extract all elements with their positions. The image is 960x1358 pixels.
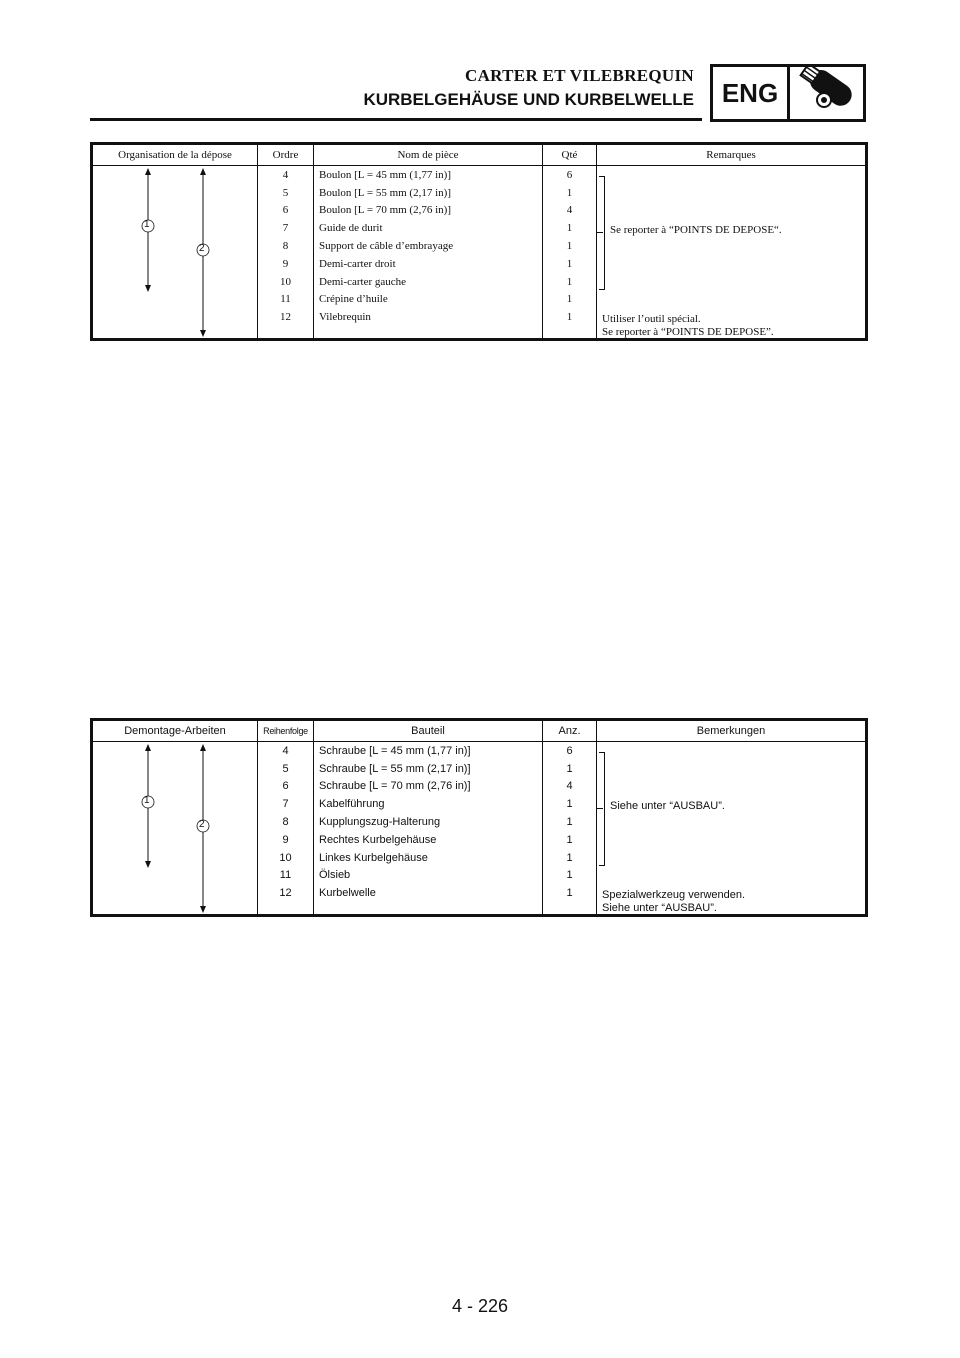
header-remarks: Remarques xyxy=(706,149,756,161)
qty-cell: 1 xyxy=(566,257,573,270)
order-cell: 6 xyxy=(282,204,289,217)
order-cell: 12 xyxy=(279,887,292,900)
part-cell: Linkes Kurbelgehäuse xyxy=(319,851,428,864)
order-column xyxy=(258,166,314,338)
part-cell: Crépine d’huile xyxy=(319,293,388,306)
disassembly-table-french xyxy=(90,142,868,341)
order-cell: 6 xyxy=(282,780,289,793)
part-cell: Boulon [L = 45 mm (1,77 in)] xyxy=(319,168,451,181)
order-cell: 5 xyxy=(282,762,289,775)
part-cell: Kabelführung xyxy=(319,798,385,811)
qty-cell: 6 xyxy=(566,168,573,181)
header-part: Bauteil xyxy=(314,721,543,741)
header-remarks: Bemerkungen xyxy=(696,725,766,737)
header-qty: Anz. xyxy=(543,721,597,741)
qty-cell: 1 xyxy=(566,851,573,864)
remarks-column xyxy=(597,166,865,338)
qty-cell: 1 xyxy=(566,816,573,829)
order-cell: 12 xyxy=(280,311,291,324)
table-header xyxy=(93,721,865,742)
order-column xyxy=(258,742,314,914)
qty-column xyxy=(543,166,597,338)
part-cell: Guide de durit xyxy=(319,222,383,235)
part-column xyxy=(314,166,543,338)
marker-2: 2 xyxy=(199,819,205,830)
part-cell: Kupplungszug-Halterung xyxy=(319,816,441,829)
qty-cell: 1 xyxy=(566,869,573,882)
order-cell: 10 xyxy=(280,275,291,288)
remark-last-line-1: Utiliser l’outil spécial. xyxy=(602,313,701,325)
remark-last-line-1: Spezialwerkzeug verwenden. xyxy=(602,889,746,901)
qty-cell: 1 xyxy=(566,762,573,775)
marker-2: 2 xyxy=(199,243,205,254)
part-cell: Boulon [L = 55 mm (2,17 in)] xyxy=(319,186,451,199)
qty-column xyxy=(543,742,597,914)
remark-group: Siehe unter “AUSBAU”. xyxy=(610,800,725,812)
part-cell: Vilebrequin xyxy=(319,311,371,324)
table-header xyxy=(93,145,865,166)
part-cell: Demi-carter droit xyxy=(319,257,396,270)
qty-cell: 1 xyxy=(566,186,573,199)
section-title-german: KURBELGEHÄUSE UND KURBELWELLE xyxy=(363,90,694,109)
header-organisation: Organisation de la dépose xyxy=(93,145,258,165)
order-cell: 8 xyxy=(282,816,289,829)
header-order: Reihenfolge xyxy=(258,721,314,741)
qty-cell: 1 xyxy=(566,833,573,846)
order-cell: 10 xyxy=(279,851,292,864)
engine-cylinder-icon xyxy=(790,67,863,119)
qty-cell: 1 xyxy=(566,222,573,235)
qty-cell: 1 xyxy=(566,798,573,811)
order-cell: 7 xyxy=(282,798,289,811)
part-column xyxy=(314,742,543,914)
part-cell: Schraube [L = 70 mm (2,76 in)] xyxy=(319,780,471,793)
part-cell: Schraube [L = 55 mm (2,17 in)] xyxy=(319,762,471,775)
part-cell: Support de câble d’embrayage xyxy=(319,240,454,253)
section-badge xyxy=(710,64,866,122)
part-cell: Demi-carter gauche xyxy=(319,275,407,288)
remarks-bracket xyxy=(599,752,605,866)
qty-cell: 1 xyxy=(566,293,573,306)
section-title-french: CARTER ET VILEBREQUIN xyxy=(465,66,694,85)
part-cell: Schraube [L = 45 mm (1,77 in)] xyxy=(319,744,471,757)
header-part-name: Nom de pièce xyxy=(314,145,543,165)
table-body xyxy=(93,166,865,338)
qty-cell: 6 xyxy=(566,744,573,757)
remarks-bracket-tick xyxy=(597,808,603,809)
qty-cell: 4 xyxy=(566,204,573,217)
disassembly-table-german xyxy=(90,718,868,917)
qty-cell: 1 xyxy=(566,240,573,253)
part-cell: Kurbelwelle xyxy=(319,887,376,900)
marker-1: 1 xyxy=(144,219,150,230)
header-rule xyxy=(90,118,702,121)
order-cell: 7 xyxy=(282,222,289,235)
qty-cell: 4 xyxy=(566,780,573,793)
order-cell: 9 xyxy=(282,257,289,270)
sequence-diagram xyxy=(93,742,258,914)
order-cell: 4 xyxy=(282,744,289,757)
remark-group: Se reporter à “POINTS DE DEPOSE“. xyxy=(610,224,782,236)
order-cell: 11 xyxy=(279,869,292,882)
remark-last-line-2: Siehe unter “AUSBAU”. xyxy=(602,902,717,914)
page-number: 4 - 226 xyxy=(451,1296,509,1316)
section-badge-label: ENG xyxy=(713,67,790,119)
qty-cell: 1 xyxy=(566,887,573,900)
sequence-diagram xyxy=(93,166,258,338)
header-demontage: Demontage-Arbeiten xyxy=(93,721,258,741)
remark-last-line-2: Se reporter à “POINTS DE DEPOSE”. xyxy=(602,326,774,338)
part-cell: Boulon [L = 70 mm (2,76 in)] xyxy=(319,204,451,217)
order-cell: 9 xyxy=(282,833,289,846)
remarks-bracket xyxy=(599,176,605,290)
part-cell: Ölsieb xyxy=(319,869,351,882)
order-cell: 4 xyxy=(282,168,289,181)
marker-1: 1 xyxy=(144,795,150,806)
order-cell: 11 xyxy=(280,293,291,306)
order-cell: 5 xyxy=(282,186,289,199)
qty-cell: 1 xyxy=(566,311,573,324)
remarks-bracket-tick xyxy=(597,232,603,233)
header-order: Ordre xyxy=(258,145,314,165)
table-body xyxy=(93,742,865,914)
part-cell: Rechtes Kurbelgehäuse xyxy=(319,833,437,846)
qty-cell: 1 xyxy=(566,275,573,288)
header-qty: Qté xyxy=(543,145,597,165)
remarks-column xyxy=(597,742,865,914)
order-cell: 8 xyxy=(282,240,289,253)
